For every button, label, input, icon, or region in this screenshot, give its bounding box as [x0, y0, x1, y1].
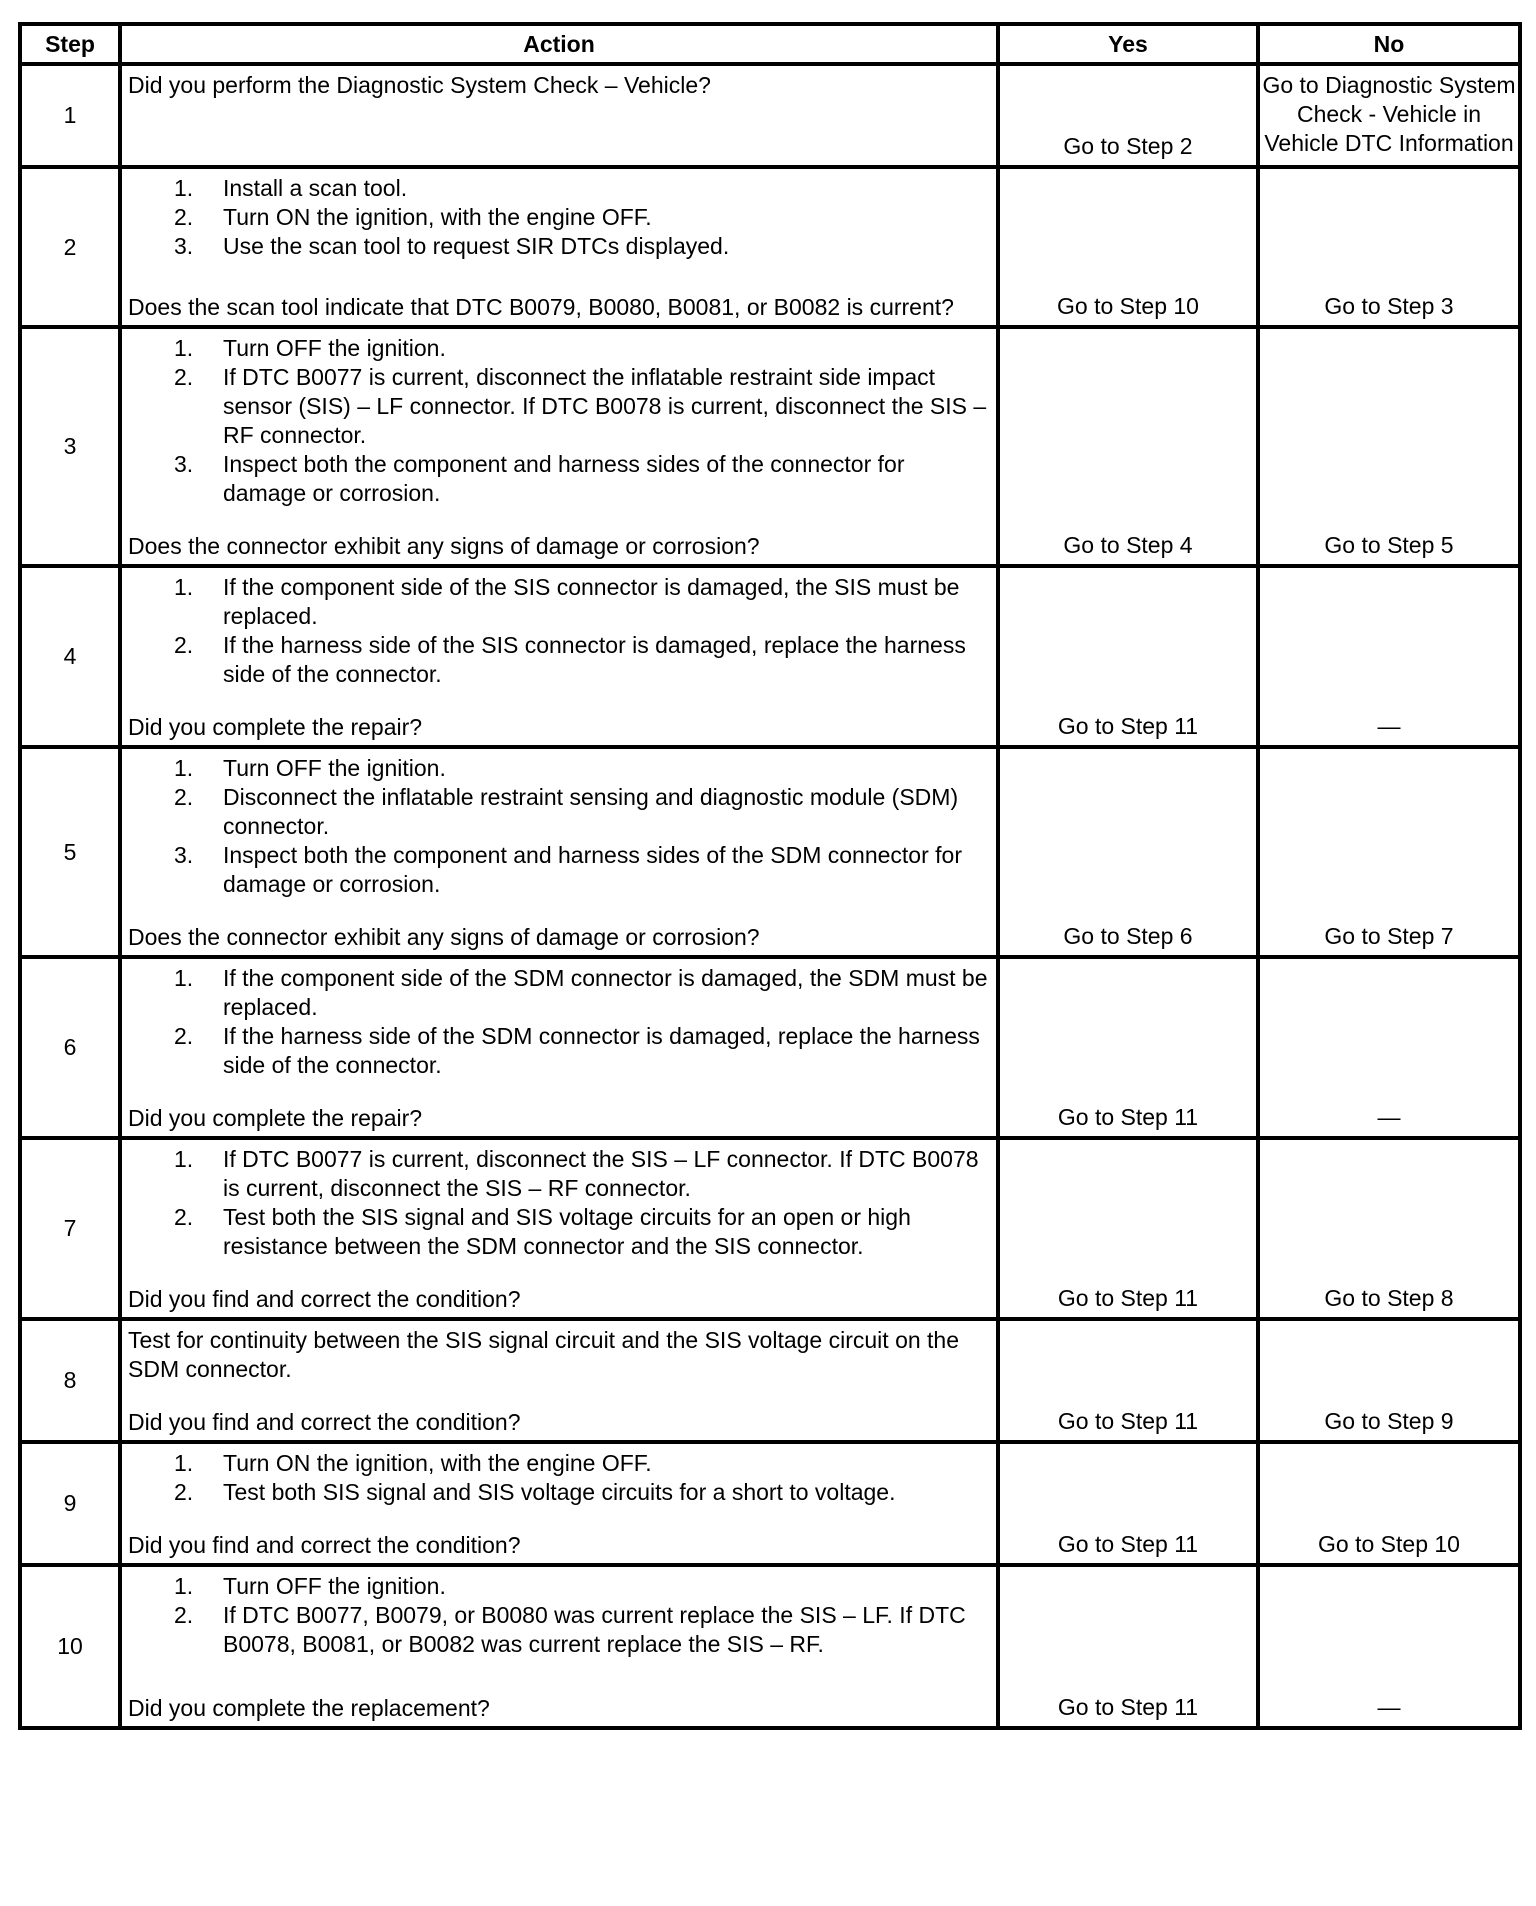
yes-result: Go to Step 11: [998, 1442, 1258, 1565]
action-step-list: [128, 1145, 992, 1261]
step-number: 3: [20, 327, 120, 566]
no-result: —: [1258, 957, 1520, 1138]
list-item-text: Turn OFF the ignition.: [223, 1573, 446, 1599]
list-item: [128, 1478, 992, 1507]
list-item: [128, 1145, 992, 1203]
list-item-number: 1.: [174, 755, 194, 781]
yes-result: Go to Step 2: [998, 64, 1258, 167]
no-result: Go to Step 3: [1258, 167, 1520, 327]
list-item-text: Disconnect the inflatable restraint sensing and diagnostic module (SDM) connector.: [223, 784, 959, 839]
list-item-number: 1.: [174, 965, 194, 991]
action-cell: [120, 747, 998, 957]
list-item: [128, 1203, 992, 1261]
yes-result: Go to Step 4: [998, 327, 1258, 566]
action-text: Did you perform the Diagnostic System Check – Vehicle?: [128, 72, 711, 98]
list-item-text: Use the scan tool to request SIR DTCs displayed.: [223, 233, 730, 259]
list-item-number: 2.: [174, 1479, 194, 1505]
action-cell: [120, 566, 998, 747]
list-item: [128, 783, 992, 841]
step-number: 2: [20, 167, 120, 327]
yes-result: Go to Step 10: [998, 167, 1258, 327]
list-item-text: Install a scan tool.: [223, 175, 408, 201]
header-no: No: [1258, 24, 1520, 64]
yes-result: Go to Step 11: [998, 566, 1258, 747]
yes-result: Go to Step 11: [998, 1565, 1258, 1728]
action-cell: [120, 1565, 998, 1728]
action-cell: [120, 64, 998, 167]
step-number: 6: [20, 957, 120, 1138]
no-result: Go to Step 7: [1258, 747, 1520, 957]
step-number: 1: [20, 64, 120, 167]
table-row: [20, 1138, 1520, 1319]
list-item-number: 1.: [174, 1573, 194, 1599]
list-item-number: 1.: [174, 1146, 194, 1172]
list-item: [128, 1449, 992, 1478]
table-row: [20, 1442, 1520, 1565]
list-item: [128, 573, 992, 631]
yes-result: Go to Step 6: [998, 747, 1258, 957]
list-item: [128, 203, 992, 232]
list-item-text: Turn OFF the ignition.: [223, 755, 446, 781]
step-number: 8: [20, 1319, 120, 1442]
diagnostic-table: [18, 22, 1522, 1730]
list-item: [128, 631, 992, 689]
step-number: 5: [20, 747, 120, 957]
list-item-text: If DTC B0077 is current, disconnect the SIS – LF connector. If DTC B0078 is current, disconnect the SIS – RF connector.: [223, 1146, 979, 1201]
table-row: [20, 327, 1520, 566]
yes-result: Go to Step 11: [998, 1319, 1258, 1442]
list-item: [128, 1572, 992, 1601]
list-item-text: If DTC B0077, B0079, or B0080 was current replace the SIS – LF. If DTC B0078, B0081, or B0082 was current replace the SIS – RF.: [223, 1602, 966, 1657]
table-row: [20, 1565, 1520, 1728]
table-row: [20, 747, 1520, 957]
list-item-number: 3.: [174, 233, 194, 259]
list-item: [128, 964, 992, 1022]
action-step-list: [128, 573, 992, 689]
action-step-list: [128, 754, 992, 899]
list-item-number: 1.: [174, 335, 194, 361]
list-item-number: 2.: [174, 784, 194, 810]
table-row: [20, 1319, 1520, 1442]
list-item: [128, 841, 992, 899]
list-item-text: If the component side of the SIS connector is damaged, the SIS must be replaced.: [223, 574, 960, 629]
list-item-number: 3.: [174, 451, 194, 477]
action-question: Does the scan tool indicate that DTC B0079, B0080, B0081, or B0082 is current?: [128, 294, 954, 320]
no-result: Go to Step 5: [1258, 327, 1520, 566]
list-item-text: If the component side of the SDM connector is damaged, the SDM must be replaced.: [223, 965, 988, 1020]
action-cell: [120, 957, 998, 1138]
list-item: [128, 1601, 992, 1659]
list-item-number: 2.: [174, 204, 194, 230]
header-action: Action: [120, 24, 998, 64]
action-cell: [120, 1138, 998, 1319]
list-item-text: Turn OFF the ignition.: [223, 335, 446, 361]
no-result: Go to Step 8: [1258, 1138, 1520, 1319]
list-item-number: 3.: [174, 842, 194, 868]
step-number: 4: [20, 566, 120, 747]
list-item: [128, 754, 992, 783]
list-item-text: Test both the SIS signal and SIS voltage circuits for an open or high resistance between the SDM connector and the SIS connector.: [223, 1204, 911, 1259]
action-question: Did you complete the replacement?: [128, 1695, 490, 1721]
list-item-text: Test both SIS signal and SIS voltage circuits for a short to voltage.: [223, 1479, 896, 1505]
action-cell: [120, 327, 998, 566]
list-item-number: 2.: [174, 1602, 194, 1628]
list-item: [128, 174, 992, 203]
step-number: 9: [20, 1442, 120, 1565]
action-question: Did you find and correct the condition?: [128, 1286, 521, 1312]
header-yes: Yes: [998, 24, 1258, 64]
action-step-list: [128, 1449, 992, 1507]
list-item-number: 1.: [174, 175, 194, 201]
list-item-text: If the harness side of the SDM connector is damaged, replace the harness side of the connector.: [223, 1023, 980, 1078]
list-item-text: Inspect both the component and harness sides of the SDM connector for damage or corrosion.: [223, 842, 962, 897]
list-item: [128, 450, 992, 508]
table-row: [20, 566, 1520, 747]
list-item-text: Inspect both the component and harness sides of the connector for damage or corrosion.: [223, 451, 905, 506]
action-cell: [120, 1442, 998, 1565]
list-item-number: 1.: [174, 574, 194, 600]
list-item-text: If the harness side of the SIS connector is damaged, replace the harness side of the connector.: [223, 632, 966, 687]
action-cell: [120, 1319, 998, 1442]
action-question: Does the connector exhibit any signs of damage or corrosion?: [128, 533, 760, 559]
action-cell: [120, 167, 998, 327]
action-step-list: [128, 334, 992, 508]
yes-result: Go to Step 11: [998, 957, 1258, 1138]
action-question: Does the connector exhibit any signs of damage or corrosion?: [128, 924, 760, 950]
list-item-number: 2.: [174, 364, 194, 390]
yes-result: Go to Step 11: [998, 1138, 1258, 1319]
table-row: [20, 957, 1520, 1138]
action-step-list: [128, 964, 992, 1080]
action-question: Did you complete the repair?: [128, 1105, 423, 1131]
no-result: —: [1258, 1565, 1520, 1728]
list-item: [128, 1022, 992, 1080]
header-row: [20, 24, 1520, 64]
list-item-text: Turn ON the ignition, with the engine OFF.: [223, 204, 652, 230]
list-item: [128, 334, 992, 363]
action-step-list: [128, 174, 992, 261]
list-item-number: 2.: [174, 1204, 194, 1230]
action-question: Did you find and correct the condition?: [128, 1532, 521, 1558]
table-row: [20, 167, 1520, 327]
header-step: Step: [20, 24, 120, 64]
list-item-number: 2.: [174, 1023, 194, 1049]
list-item-text: Turn ON the ignition, with the engine OFF.: [223, 1450, 652, 1476]
step-number: 10: [20, 1565, 120, 1728]
table-row: [20, 64, 1520, 167]
no-result: —: [1258, 566, 1520, 747]
no-result: Go to Step 10: [1258, 1442, 1520, 1565]
no-result: Go to Diagnostic System Check - Vehicle in Vehicle DTC Information: [1258, 64, 1520, 167]
table-body: [20, 64, 1520, 1728]
no-result: Go to Step 9: [1258, 1319, 1520, 1442]
list-item: [128, 363, 992, 450]
action-question: Did you complete the repair?: [128, 714, 423, 740]
action-step-list: [128, 1572, 992, 1659]
list-item-text: If DTC B0077 is current, disconnect the inflatable restraint side impact sensor (SIS) – LF connector. If DTC B0078 is current, disconnect the SIS – RF connector.: [223, 364, 987, 448]
list-item-number: 1.: [174, 1450, 194, 1476]
list-item: [128, 232, 992, 261]
action-question: Did you find and correct the condition?: [128, 1409, 521, 1435]
list-item-number: 2.: [174, 632, 194, 658]
step-number: 7: [20, 1138, 120, 1319]
action-text: Test for continuity between the SIS signal circuit and the SIS voltage circuit on the SDM connector.: [128, 1327, 960, 1382]
